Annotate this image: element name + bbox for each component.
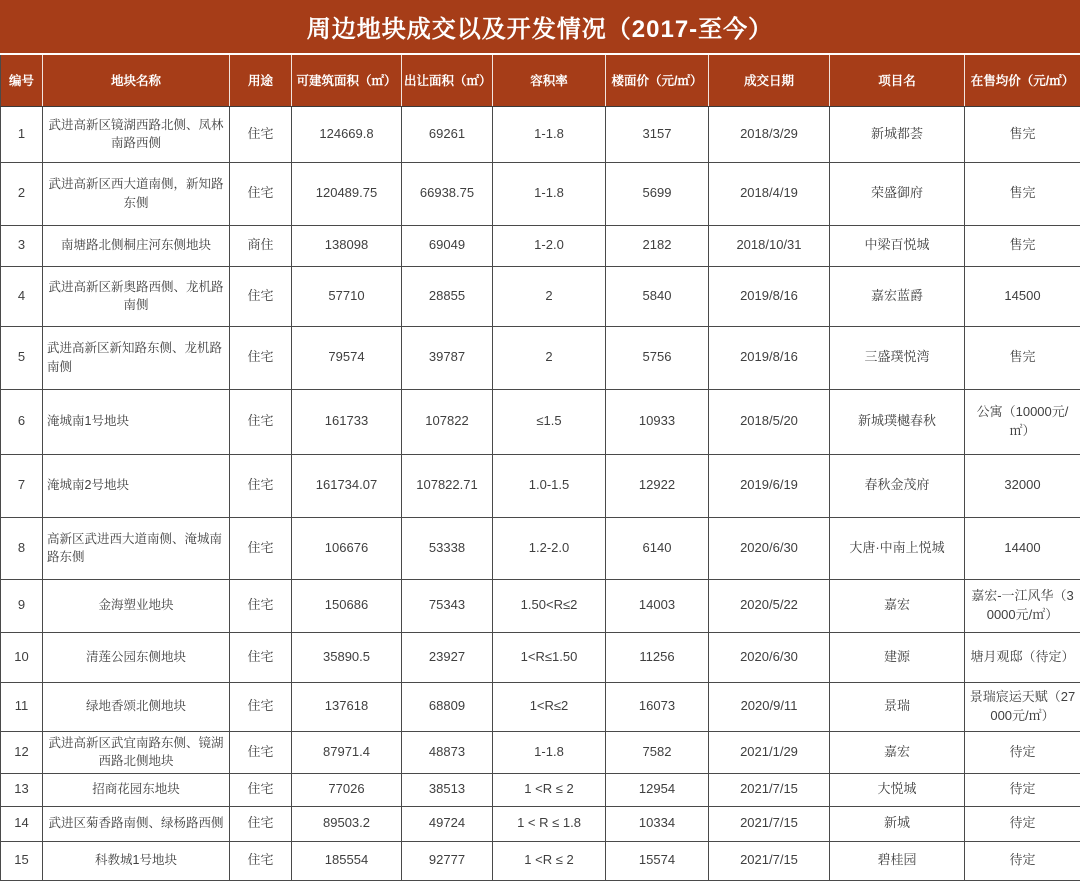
cell-floor_price: 5699 <box>606 162 709 225</box>
cell-use: 住宅 <box>230 106 292 162</box>
cell-project: 新城 <box>830 806 965 841</box>
cell-floor_price: 16073 <box>606 682 709 731</box>
cell-buildable_area: 57710 <box>292 266 402 326</box>
cell-buildable_area: 35890.5 <box>292 632 402 682</box>
table-row <box>1 806 1080 841</box>
cell-name: 武进高新区西大道南侧，新知路东侧 <box>43 162 230 225</box>
table-row <box>1 162 1080 225</box>
cell-project: 中梁百悦城 <box>830 225 965 266</box>
cell-plot_ratio: 2 <box>493 326 606 389</box>
cell-id: 1 <box>1 106 43 162</box>
cell-floor_price: 5840 <box>606 266 709 326</box>
cell-buildable_area: 161734.07 <box>292 454 402 517</box>
cell-sale_price: 塘月观邸（待定） <box>965 632 1080 682</box>
table-row <box>1 225 1080 266</box>
cell-use: 住宅 <box>230 731 292 773</box>
cell-plot_ratio: 1<R≤2 <box>493 682 606 731</box>
cell-id: 3 <box>1 225 43 266</box>
cell-project: 新城都荟 <box>830 106 965 162</box>
cell-transfer_area: 38513 <box>402 773 493 806</box>
cell-sale_price: 32000 <box>965 454 1080 517</box>
cell-id: 13 <box>1 773 43 806</box>
cell-plot_ratio: 1-1.8 <box>493 731 606 773</box>
cell-id: 12 <box>1 731 43 773</box>
page-title: 周边地块成交以及开发情况（2017-至今） <box>0 0 1080 55</box>
cell-deal_date: 2020/6/30 <box>709 517 830 579</box>
cell-plot_ratio: 1 <R ≤ 2 <box>493 841 606 880</box>
cell-use: 住宅 <box>230 773 292 806</box>
cell-use: 住宅 <box>230 454 292 517</box>
cell-plot_ratio: 1<R≤1.50 <box>493 632 606 682</box>
cell-id: 5 <box>1 326 43 389</box>
cell-deal_date: 2019/8/16 <box>709 266 830 326</box>
cell-buildable_area: 87971.4 <box>292 731 402 773</box>
cell-id: 4 <box>1 266 43 326</box>
column-header-sale_price: 在售均价（元/㎡） <box>965 55 1080 106</box>
column-header-project: 项目名 <box>830 55 965 106</box>
cell-project: 三盛璞悦湾 <box>830 326 965 389</box>
cell-use: 住宅 <box>230 579 292 632</box>
cell-name: 淹城南2号地块 <box>43 454 230 517</box>
column-header-name: 地块名称 <box>43 55 230 106</box>
cell-buildable_area: 150686 <box>292 579 402 632</box>
cell-deal_date: 2019/6/19 <box>709 454 830 517</box>
cell-name: 绿地香颂北侧地块 <box>43 682 230 731</box>
cell-plot_ratio: 1-1.8 <box>493 106 606 162</box>
table-row <box>1 106 1080 162</box>
cell-id: 9 <box>1 579 43 632</box>
cell-deal_date: 2018/10/31 <box>709 225 830 266</box>
cell-sale_price: 售完 <box>965 326 1080 389</box>
cell-plot_ratio: 1-1.8 <box>493 162 606 225</box>
cell-floor_price: 12954 <box>606 773 709 806</box>
table-row <box>1 326 1080 389</box>
table-row <box>1 389 1080 454</box>
table-row <box>1 682 1080 731</box>
cell-transfer_area: 107822 <box>402 389 493 454</box>
cell-sale_price: 售完 <box>965 225 1080 266</box>
cell-deal_date: 2021/7/15 <box>709 841 830 880</box>
cell-project: 荣盛御府 <box>830 162 965 225</box>
cell-sale_price: 14400 <box>965 517 1080 579</box>
cell-name: 武进高新区武宜南路东侧、镜湖西路北侧地块 <box>43 731 230 773</box>
cell-id: 6 <box>1 389 43 454</box>
land-table <box>0 55 1080 881</box>
cell-deal_date: 2018/3/29 <box>709 106 830 162</box>
cell-name: 南塘路北侧桐庄河东侧地块 <box>43 225 230 266</box>
cell-deal_date: 2021/7/15 <box>709 773 830 806</box>
table-row <box>1 579 1080 632</box>
cell-transfer_area: 49724 <box>402 806 493 841</box>
cell-name: 招商花园东地块 <box>43 773 230 806</box>
cell-id: 11 <box>1 682 43 731</box>
cell-project: 嘉宏 <box>830 731 965 773</box>
cell-id: 15 <box>1 841 43 880</box>
cell-floor_price: 10933 <box>606 389 709 454</box>
cell-buildable_area: 124669.8 <box>292 106 402 162</box>
cell-project: 大悦城 <box>830 773 965 806</box>
table-row <box>1 517 1080 579</box>
cell-floor_price: 5756 <box>606 326 709 389</box>
cell-sale_price: 待定 <box>965 731 1080 773</box>
cell-id: 2 <box>1 162 43 225</box>
column-header-transfer_area: 出让面积（㎡） <box>402 55 493 106</box>
cell-buildable_area: 120489.75 <box>292 162 402 225</box>
cell-transfer_area: 53338 <box>402 517 493 579</box>
cell-plot_ratio: 1.2-2.0 <box>493 517 606 579</box>
cell-buildable_area: 106676 <box>292 517 402 579</box>
cell-floor_price: 10334 <box>606 806 709 841</box>
cell-sale_price: 公寓（10000元/㎡） <box>965 389 1080 454</box>
cell-use: 住宅 <box>230 806 292 841</box>
cell-transfer_area: 23927 <box>402 632 493 682</box>
cell-sale_price: 售完 <box>965 162 1080 225</box>
cell-name: 科教城1号地块 <box>43 841 230 880</box>
table-row <box>1 266 1080 326</box>
cell-use: 住宅 <box>230 632 292 682</box>
table-row <box>1 841 1080 880</box>
cell-plot_ratio: ≤1.5 <box>493 389 606 454</box>
cell-plot_ratio: 1.50<R≤2 <box>493 579 606 632</box>
cell-sale_price: 待定 <box>965 841 1080 880</box>
cell-use: 住宅 <box>230 389 292 454</box>
cell-use: 商住 <box>230 225 292 266</box>
cell-buildable_area: 185554 <box>292 841 402 880</box>
cell-id: 10 <box>1 632 43 682</box>
cell-project: 建源 <box>830 632 965 682</box>
cell-deal_date: 2020/6/30 <box>709 632 830 682</box>
cell-plot_ratio: 1.0-1.5 <box>493 454 606 517</box>
cell-sale_price: 售完 <box>965 106 1080 162</box>
cell-floor_price: 15574 <box>606 841 709 880</box>
cell-name: 武进高新区新知路东侧、龙机路南侧 <box>43 326 230 389</box>
column-header-use: 用途 <box>230 55 292 106</box>
cell-deal_date: 2021/1/29 <box>709 731 830 773</box>
cell-name: 清莲公园东侧地块 <box>43 632 230 682</box>
table-row <box>1 632 1080 682</box>
cell-use: 住宅 <box>230 517 292 579</box>
cell-name: 武进高新区新奥路西侧、龙机路南侧 <box>43 266 230 326</box>
cell-buildable_area: 161733 <box>292 389 402 454</box>
cell-use: 住宅 <box>230 841 292 880</box>
cell-deal_date: 2018/4/19 <box>709 162 830 225</box>
cell-transfer_area: 75343 <box>402 579 493 632</box>
cell-id: 7 <box>1 454 43 517</box>
cell-transfer_area: 39787 <box>402 326 493 389</box>
table-row <box>1 731 1080 773</box>
cell-floor_price: 6140 <box>606 517 709 579</box>
cell-transfer_area: 92777 <box>402 841 493 880</box>
cell-name: 淹城南1号地块 <box>43 389 230 454</box>
cell-id: 8 <box>1 517 43 579</box>
cell-buildable_area: 79574 <box>292 326 402 389</box>
cell-sale_price: 14500 <box>965 266 1080 326</box>
cell-deal_date: 2020/5/22 <box>709 579 830 632</box>
cell-project: 碧桂园 <box>830 841 965 880</box>
cell-floor_price: 12922 <box>606 454 709 517</box>
cell-deal_date: 2018/5/20 <box>709 389 830 454</box>
table-row <box>1 773 1080 806</box>
cell-floor_price: 7582 <box>606 731 709 773</box>
cell-use: 住宅 <box>230 266 292 326</box>
cell-sale_price: 景瑞宸运天赋（27000元/㎡） <box>965 682 1080 731</box>
cell-sale_price: 待定 <box>965 806 1080 841</box>
cell-name: 金海塑业地块 <box>43 579 230 632</box>
cell-id: 14 <box>1 806 43 841</box>
cell-name: 高新区武进西大道南侧、淹城南路东侧 <box>43 517 230 579</box>
cell-name: 武进区菊香路南侧、绿杨路西侧 <box>43 806 230 841</box>
cell-project: 大唐·中南上悦城 <box>830 517 965 579</box>
cell-sale_price: 嘉宏-一江风华（30000元/㎡） <box>965 579 1080 632</box>
cell-project: 嘉宏蓝爵 <box>830 266 965 326</box>
cell-transfer_area: 28855 <box>402 266 493 326</box>
cell-use: 住宅 <box>230 326 292 389</box>
cell-deal_date: 2020/9/11 <box>709 682 830 731</box>
cell-project: 景瑞 <box>830 682 965 731</box>
cell-use: 住宅 <box>230 682 292 731</box>
cell-transfer_area: 69049 <box>402 225 493 266</box>
cell-project: 春秋金茂府 <box>830 454 965 517</box>
cell-project: 嘉宏 <box>830 579 965 632</box>
column-header-floor_price: 楼面价（元/㎡） <box>606 55 709 106</box>
cell-buildable_area: 138098 <box>292 225 402 266</box>
cell-plot_ratio: 2 <box>493 266 606 326</box>
cell-transfer_area: 68809 <box>402 682 493 731</box>
cell-transfer_area: 107822.71 <box>402 454 493 517</box>
cell-name: 武进高新区镜湖西路北侧、凤林南路西侧 <box>43 106 230 162</box>
header-row <box>1 55 1080 106</box>
cell-use: 住宅 <box>230 162 292 225</box>
cell-plot_ratio: 1 < R ≤ 1.8 <box>493 806 606 841</box>
column-header-plot_ratio: 容积率 <box>493 55 606 106</box>
cell-floor_price: 3157 <box>606 106 709 162</box>
cell-deal_date: 2019/8/16 <box>709 326 830 389</box>
cell-transfer_area: 69261 <box>402 106 493 162</box>
column-header-deal_date: 成交日期 <box>709 55 830 106</box>
column-header-buildable_area: 可建筑面积（㎡） <box>292 55 402 106</box>
cell-transfer_area: 66938.75 <box>402 162 493 225</box>
table-row <box>1 454 1080 517</box>
cell-transfer_area: 48873 <box>402 731 493 773</box>
cell-plot_ratio: 1 <R ≤ 2 <box>493 773 606 806</box>
cell-deal_date: 2021/7/15 <box>709 806 830 841</box>
cell-plot_ratio: 1-2.0 <box>493 225 606 266</box>
cell-floor_price: 14003 <box>606 579 709 632</box>
cell-buildable_area: 77026 <box>292 773 402 806</box>
cell-buildable_area: 89503.2 <box>292 806 402 841</box>
column-header-id: 编号 <box>1 55 43 106</box>
cell-floor_price: 2182 <box>606 225 709 266</box>
cell-project: 新城璞樾春秋 <box>830 389 965 454</box>
cell-sale_price: 待定 <box>965 773 1080 806</box>
cell-floor_price: 11256 <box>606 632 709 682</box>
cell-buildable_area: 137618 <box>292 682 402 731</box>
